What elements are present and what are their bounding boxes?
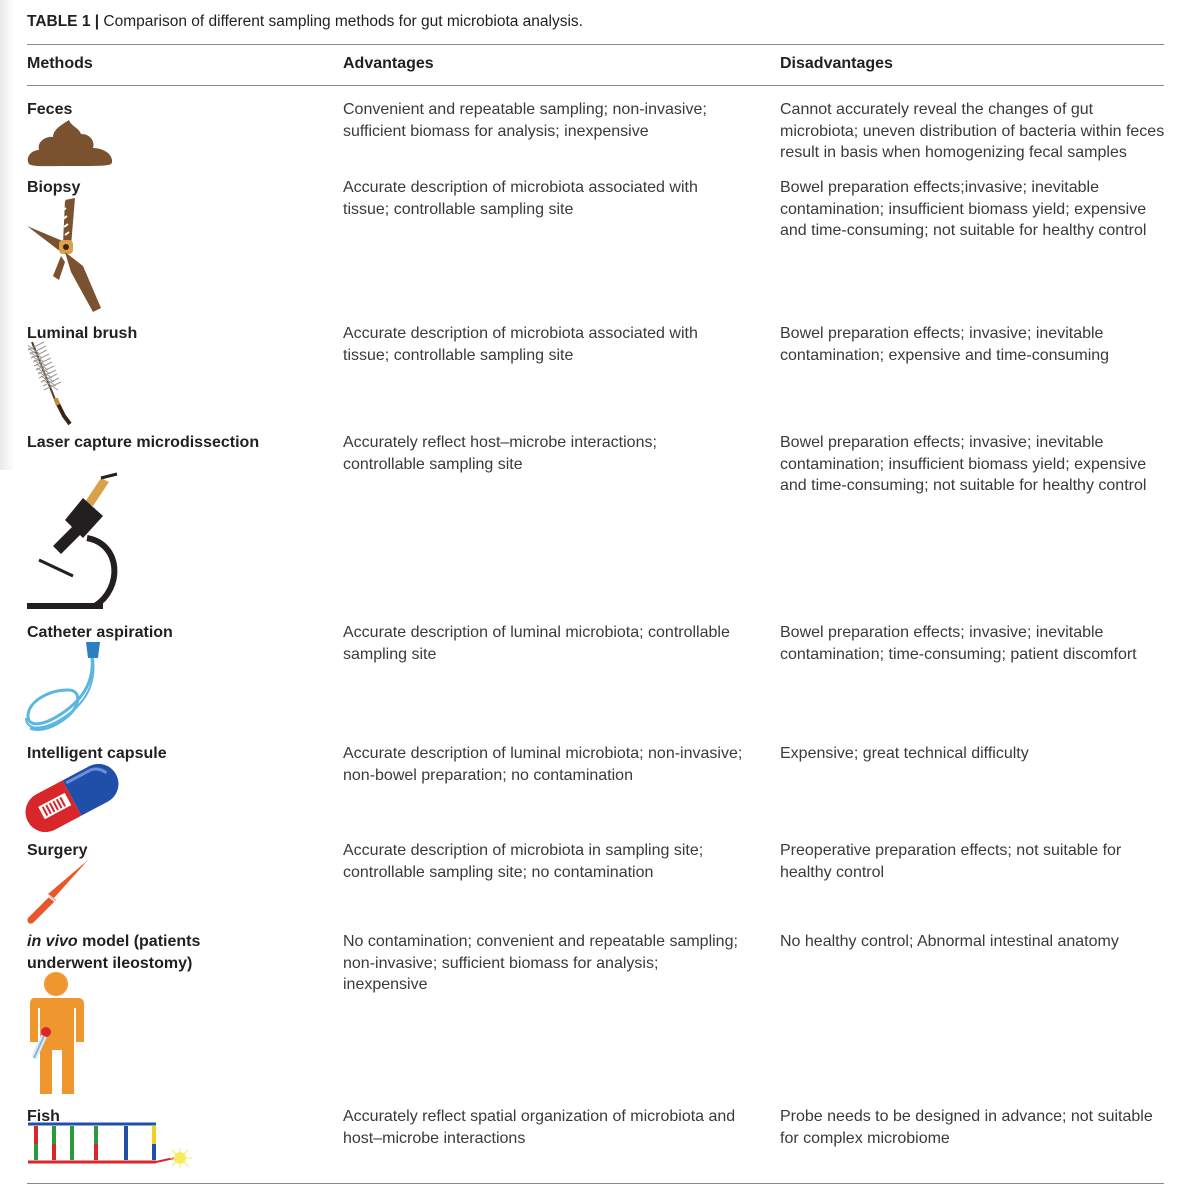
table-caption [27,13,583,31]
person-ileostomy-icon [26,972,90,1098]
disadvantages-cell: Bowel preparation effects; invasive; inevitable contamination; insufficient biomass yield; expensive and time-consuming; not suitable for healthy control [780,434,1147,494]
method-name: Catheter aspiration [27,624,173,641]
advantages-cell: Accurate description of microbiota in sampling site; controllable sampling site; no contamination [343,842,704,881]
dna-probe-icon [26,1120,198,1170]
advantages-cell: Accurate description of microbiota associated with tissue; controllable sampling site [343,325,698,364]
header-advantages: Advantages [343,55,434,72]
table-label: TABLE 1 | [27,13,100,30]
method-name: Luminal brush [27,325,138,342]
disadvantages-cell: Bowel preparation effects; invasive; inevitable contamination; expensive and time-consuming [780,325,1110,364]
disadvantages-cell: Bowel preparation effects; invasive; inevitable contamination; time-consuming; patient discomfort [780,624,1137,663]
bottom-rule [27,1183,1164,1184]
advantages-cell: Accurately reflect host–microbe interactions; controllable sampling site [343,434,657,473]
header-methods: Methods [27,55,93,72]
advantages-cell: Accurate description of microbiota associated with tissue; controllable sampling site [343,179,698,218]
biopsy-forceps-icon [25,196,107,316]
advantages-cell: Convenient and repeatable sampling; non-invasive; sufficient biomass for analysis; inexpensive [343,101,707,140]
method-name: Biopsy [27,179,81,196]
capsule-icon [24,764,120,832]
disadvantages-cell: Cannot accurately reveal the changes of gut microbiota; uneven distribution of bacteria within feces result in basis when homogenizing fecal samples [780,101,1165,161]
method-name: Surgery [27,842,88,859]
method-italic: in vivo [27,933,78,950]
top-rule [27,44,1164,45]
microscope-icon [25,472,125,614]
disadvantages-cell: Preoperative preparation effects; not suitable for healthy control [780,842,1122,881]
method-rest: model (patients underwent ileostomy) [27,933,201,972]
header-rule [27,85,1164,86]
advantages-cell: Accurate description of luminal microbiota; non-invasive; non-bowel preparation; no contamination [343,745,743,784]
advantages-cell: Accurately reflect spatial organization of microbiota and host–microbe interactions [343,1108,736,1147]
disadvantages-cell: Probe needs to be designed in advance; not suitable for complex microbiome [780,1108,1153,1147]
advantages-cell: Accurate description of luminal microbiota; controllable sampling site [343,624,730,663]
method-name: Fish [27,1108,60,1125]
method-name: Intelligent capsule [27,745,167,762]
table-title: Comparison of different sampling methods for gut microbiota analysis. [103,13,583,30]
method-name: Laser capture microdissection [27,434,260,451]
disadvantages-cell: Bowel preparation effects;invasive; inevitable contamination; insufficient biomass yield; expensive and time-consuming; not suitable for healthy control [780,179,1147,239]
disadvantages-cell: No healthy control; Abnormal intestinal anatomy [780,933,1119,950]
disadvantages-cell: Expensive; great technical difficulty [780,745,1029,762]
header-disadvantages: Disadvantages [780,55,893,72]
feces-icon [25,116,117,168]
method-name [27,931,267,974]
method-name: Feces [27,101,73,118]
catheter-icon [24,640,106,736]
advantages-cell: No contamination; convenient and repeatable sampling; non-invasive; sufficient biomass for analysis; inexpensive [343,933,738,993]
brush-icon [28,340,78,426]
page-edge-shadow [0,0,14,470]
scalpel-icon [26,858,92,926]
